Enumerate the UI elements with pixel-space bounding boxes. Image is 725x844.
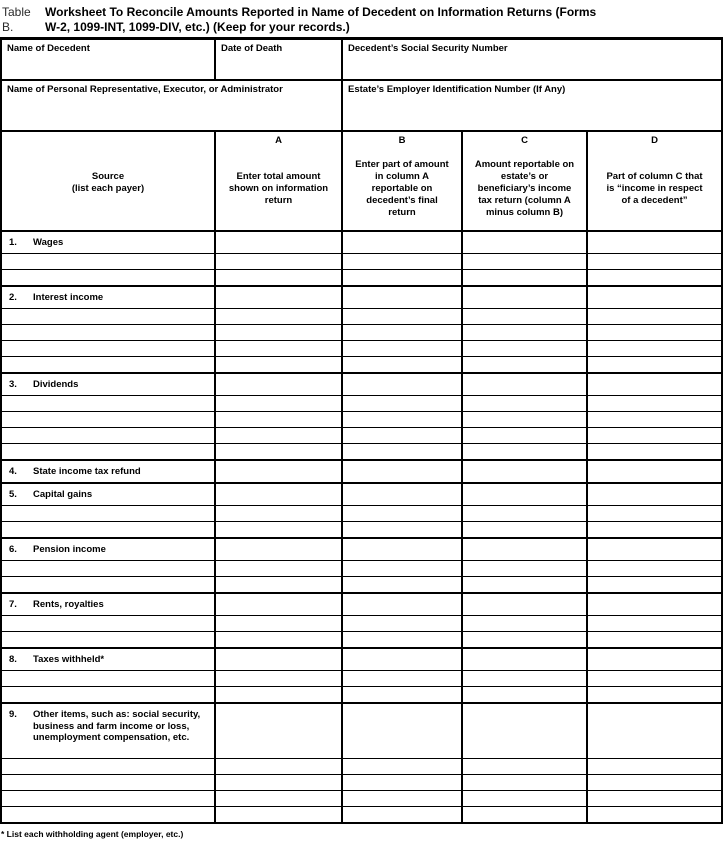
- payer-entry-cell[interactable]: [2, 687, 214, 702]
- amount-cell-col-D[interactable]: [586, 325, 721, 340]
- date-of-death-label: Date of Death: [221, 43, 283, 54]
- amount-cell-col-D[interactable]: [586, 687, 721, 702]
- row-number: 1.: [9, 236, 17, 248]
- row-label: Pension income: [33, 543, 106, 555]
- amount-cell-col-A[interactable]: [214, 671, 341, 686]
- table-body: [2, 230, 721, 822]
- row-9-label-row: [2, 702, 721, 758]
- amount-cell-col-D[interactable]: [586, 428, 721, 443]
- amount-cell-col-A[interactable]: [214, 461, 341, 482]
- amount-cell-col-A[interactable]: [214, 357, 341, 372]
- table-title-line1: Worksheet To Reconcile Amounts Reported in Name of Decedent on Information Returns (Forms: [45, 5, 597, 19]
- amount-cell-col-D[interactable]: [586, 309, 721, 324]
- row-4-label-row: [2, 459, 721, 482]
- amount-cell-col-C[interactable]: [461, 428, 586, 443]
- amount-cell-col-D[interactable]: [586, 461, 721, 482]
- table-title: [0, 0, 725, 35]
- date-of-death-field[interactable]: [214, 40, 341, 79]
- payer-entry-cell[interactable]: [2, 325, 214, 340]
- amount-cell-col-A[interactable]: [214, 270, 341, 285]
- amount-cell-col-D[interactable]: [586, 341, 721, 356]
- amount-cell-col-C[interactable]: [461, 412, 586, 427]
- amount-cell-col-B[interactable]: [341, 594, 461, 615]
- amount-cell-col-B[interactable]: [341, 791, 461, 806]
- amount-cell-col-D[interactable]: [586, 357, 721, 372]
- worksheet-table: [0, 37, 723, 824]
- row-2-label-row: [2, 285, 721, 308]
- row-6-label-row: [2, 537, 721, 560]
- amount-cell-col-A[interactable]: [214, 632, 341, 647]
- amount-cell-col-A[interactable]: [214, 759, 341, 774]
- row-1-entry-row: [2, 269, 721, 285]
- row-number: 5.: [9, 488, 17, 500]
- amount-cell-col-C[interactable]: [461, 357, 586, 372]
- amount-cell-col-A[interactable]: [214, 309, 341, 324]
- payer-entry-cell[interactable]: [2, 807, 214, 822]
- amount-cell-col-B[interactable]: [341, 759, 461, 774]
- amount-cell-col-D[interactable]: [586, 594, 721, 615]
- row-label: Capital gains: [33, 488, 93, 500]
- amount-cell-col-C[interactable]: [461, 506, 586, 521]
- amount-cell-col-A[interactable]: [214, 396, 341, 411]
- amount-cell-col-C[interactable]: [461, 325, 586, 340]
- row-3-entry-row: [2, 395, 721, 411]
- column-A-desc-wrap: [216, 147, 341, 230]
- payer-entry-cell[interactable]: [2, 270, 214, 285]
- amount-cell-col-C[interactable]: [461, 594, 586, 615]
- payer-entry-cell[interactable]: [2, 396, 214, 411]
- amount-cell-col-B[interactable]: [341, 632, 461, 647]
- amount-cell-col-A[interactable]: [214, 444, 341, 459]
- amount-cell-col-D[interactable]: [586, 807, 721, 822]
- amount-cell-col-B[interactable]: [341, 807, 461, 822]
- table-title-line2: W-2, 1099-INT, 1099-DIV, etc.) (Keep for your records.): [45, 20, 350, 34]
- amount-cell-col-A[interactable]: [214, 506, 341, 521]
- table-title-prefix: Table B.: [2, 5, 31, 34]
- payer-entry-cell[interactable]: [2, 577, 214, 592]
- row-1-entry-row: [2, 253, 721, 269]
- info-row-1: [2, 40, 721, 79]
- amount-cell-col-C[interactable]: [461, 484, 586, 505]
- decedent-ssn-field[interactable]: [341, 40, 721, 79]
- info-row-2: [2, 79, 721, 130]
- payer-entry-cell[interactable]: [2, 616, 214, 631]
- row-number: 3.: [9, 378, 17, 390]
- column-B-desc-wrap: [343, 147, 461, 230]
- amount-cell-col-B[interactable]: [341, 616, 461, 631]
- amount-cell-col-B[interactable]: [341, 428, 461, 443]
- column-C-description: Amount reportable on estate’s or beneficiary’s income tax return (column A minus column B): [474, 158, 575, 218]
- column-header-B: [341, 132, 461, 230]
- amount-cell-col-D[interactable]: [586, 484, 721, 505]
- amount-cell-col-D[interactable]: [586, 775, 721, 790]
- amount-cell-col-B[interactable]: [341, 539, 461, 560]
- amount-cell-col-B[interactable]: [341, 309, 461, 324]
- amount-cell-col-D[interactable]: [586, 561, 721, 576]
- row-number: 4.: [9, 465, 17, 477]
- row-5-label-row: [2, 482, 721, 505]
- amount-cell-col-B[interactable]: [341, 649, 461, 670]
- row-6-entry-row: [2, 560, 721, 576]
- row-7-entry-row: [2, 615, 721, 631]
- payer-entry-cell[interactable]: [2, 522, 214, 537]
- row-7-label-row: [2, 592, 721, 615]
- row-8-entry-row: [2, 686, 721, 702]
- amount-cell-col-C[interactable]: [461, 254, 586, 269]
- payer-entry-cell[interactable]: [2, 254, 214, 269]
- row-9-entry-row: [2, 774, 721, 790]
- column-header-source: [2, 132, 214, 230]
- payer-entry-cell[interactable]: [2, 561, 214, 576]
- column-header-D: [586, 132, 721, 230]
- amount-cell-col-C[interactable]: [461, 287, 586, 308]
- amount-cell-col-B[interactable]: [341, 270, 461, 285]
- source-label-cell: [2, 287, 214, 308]
- row-8-entry-row: [2, 670, 721, 686]
- amount-cell-col-C[interactable]: [461, 759, 586, 774]
- amount-cell-col-D[interactable]: [586, 649, 721, 670]
- amount-cell-col-D[interactable]: [586, 577, 721, 592]
- amount-cell-col-B[interactable]: [341, 232, 461, 253]
- source-header-line2: (list each payer): [71, 182, 145, 194]
- row-label: Wages: [33, 236, 64, 248]
- row-9-entry-row: [2, 790, 721, 806]
- column-header-C: [461, 132, 586, 230]
- amount-cell-col-B[interactable]: [341, 506, 461, 521]
- payer-entry-cell[interactable]: [2, 632, 214, 647]
- amount-cell-col-C[interactable]: [461, 775, 586, 790]
- row-number: 8.: [9, 653, 17, 665]
- source-label-cell: [2, 594, 214, 615]
- row-1-label-row: [2, 230, 721, 253]
- amount-cell-col-D[interactable]: [586, 287, 721, 308]
- amount-cell-col-D[interactable]: [586, 616, 721, 631]
- row-2-entry-row: [2, 308, 721, 324]
- amount-cell-col-B[interactable]: [341, 357, 461, 372]
- row-3-label-row: [2, 372, 721, 395]
- amount-cell-col-A[interactable]: [214, 577, 341, 592]
- amount-cell-col-B[interactable]: [341, 254, 461, 269]
- amount-cell-col-D[interactable]: [586, 759, 721, 774]
- amount-cell-col-C[interactable]: [461, 687, 586, 702]
- payer-entry-cell[interactable]: [2, 428, 214, 443]
- amount-cell-col-C[interactable]: [461, 791, 586, 806]
- footnote: * List each withholding agent (employer, etc.): [1, 829, 184, 839]
- row-2-entry-row: [2, 356, 721, 372]
- amount-cell-col-C[interactable]: [461, 807, 586, 822]
- amount-cell-col-D[interactable]: [586, 232, 721, 253]
- amount-cell-col-C[interactable]: [461, 461, 586, 482]
- amount-cell-col-A[interactable]: [214, 594, 341, 615]
- payer-entry-cell[interactable]: [2, 775, 214, 790]
- amount-cell-col-D[interactable]: [586, 539, 721, 560]
- row-3-entry-row: [2, 411, 721, 427]
- estate-ein-field[interactable]: [341, 81, 721, 130]
- amount-cell-col-A[interactable]: [214, 539, 341, 560]
- amount-cell-col-A[interactable]: [214, 522, 341, 537]
- amount-cell-col-B[interactable]: [341, 561, 461, 576]
- amount-cell-col-A[interactable]: [214, 616, 341, 631]
- estate-ein-label: Estate’s Employer Identification Number (If Any): [348, 84, 566, 95]
- amount-cell-col-D[interactable]: [586, 396, 721, 411]
- amount-cell-col-A[interactable]: [214, 791, 341, 806]
- personal-representative-label: Name of Personal Representative, Executor, or Administrator: [7, 84, 283, 95]
- personal-representative-field[interactable]: [2, 81, 341, 130]
- amount-cell-col-D[interactable]: [586, 522, 721, 537]
- amount-cell-col-C[interactable]: [461, 522, 586, 537]
- source-label-cell: [2, 704, 214, 758]
- amount-cell-col-D[interactable]: [586, 671, 721, 686]
- amount-cell-col-D[interactable]: [586, 444, 721, 459]
- amount-cell-col-A[interactable]: [214, 687, 341, 702]
- amount-cell-col-A[interactable]: [214, 374, 341, 395]
- source-header-line1: Source: [91, 170, 125, 182]
- row-label: Interest income: [33, 291, 104, 303]
- decedent-ssn-label: Decedent’s Social Security Number: [348, 43, 508, 54]
- row-3-entry-row: [2, 427, 721, 443]
- amount-cell-col-D[interactable]: [586, 412, 721, 427]
- source-label-cell: [2, 374, 214, 395]
- amount-cell-col-B[interactable]: [341, 444, 461, 459]
- amount-cell-col-C[interactable]: [461, 341, 586, 356]
- column-header-A: [214, 132, 341, 230]
- payer-entry-cell[interactable]: [2, 506, 214, 521]
- amount-cell-col-A[interactable]: [214, 649, 341, 670]
- row-5-entry-row: [2, 505, 721, 521]
- row-label: Other items, such as: social security, business and farm income or loss, unemployment compensation, etc.: [33, 709, 201, 743]
- amount-cell-col-D[interactable]: [586, 254, 721, 269]
- payer-entry-cell[interactable]: [2, 357, 214, 372]
- table-title-text: [45, 5, 596, 35]
- source-label-cell: [2, 649, 214, 670]
- amount-cell-col-C[interactable]: [461, 671, 586, 686]
- column-B-description: Enter part of amount in column A reportable on decedent’s final return: [355, 158, 449, 218]
- amount-cell-col-B[interactable]: [341, 775, 461, 790]
- name-of-decedent-field[interactable]: [2, 40, 214, 79]
- amount-cell-col-B[interactable]: [341, 522, 461, 537]
- amount-cell-col-C[interactable]: [461, 309, 586, 324]
- column-D-desc-wrap: [588, 147, 721, 230]
- source-label-cell: [2, 484, 214, 505]
- amount-cell-col-D[interactable]: [586, 374, 721, 395]
- amount-cell-col-C[interactable]: [461, 649, 586, 670]
- amount-cell-col-A[interactable]: [214, 341, 341, 356]
- amount-cell-col-C[interactable]: [461, 270, 586, 285]
- amount-cell-col-C[interactable]: [461, 396, 586, 411]
- row-label: State income tax refund: [33, 465, 141, 477]
- payer-entry-cell[interactable]: [2, 671, 214, 686]
- payer-entry-cell[interactable]: [2, 309, 214, 324]
- row-6-entry-row: [2, 576, 721, 592]
- amount-cell-col-C[interactable]: [461, 232, 586, 253]
- amount-cell-col-C[interactable]: [461, 632, 586, 647]
- column-B-letter: B: [398, 135, 406, 146]
- amount-cell-col-B[interactable]: [341, 671, 461, 686]
- source-label-cell: [2, 461, 214, 482]
- amount-cell-col-D[interactable]: [586, 270, 721, 285]
- row-number: 9.: [9, 709, 17, 720]
- amount-cell-col-B[interactable]: [341, 484, 461, 505]
- amount-cell-col-A[interactable]: [214, 704, 341, 758]
- amount-cell-col-D[interactable]: [586, 632, 721, 647]
- source-header-text: [72, 171, 144, 195]
- column-C-desc-wrap: [463, 147, 586, 230]
- amount-cell-col-B[interactable]: [341, 704, 461, 758]
- row-7-entry-row: [2, 631, 721, 647]
- amount-cell-col-B[interactable]: [341, 287, 461, 308]
- payer-entry-cell[interactable]: [2, 791, 214, 806]
- row-2-entry-row: [2, 340, 721, 356]
- row-label: Rents, royalties: [33, 598, 104, 610]
- amount-cell-col-A[interactable]: [214, 325, 341, 340]
- row-number: 2.: [9, 291, 17, 303]
- amount-cell-col-A[interactable]: [214, 254, 341, 269]
- amount-cell-col-B[interactable]: [341, 374, 461, 395]
- amount-cell-col-B[interactable]: [341, 341, 461, 356]
- amount-cell-col-B[interactable]: [341, 461, 461, 482]
- source-label-cell: [2, 232, 214, 253]
- amount-cell-col-B[interactable]: [341, 577, 461, 592]
- row-9-entry-row: [2, 758, 721, 774]
- source-label-cell: [2, 539, 214, 560]
- row-number: 6.: [9, 543, 17, 555]
- amount-cell-col-D[interactable]: [586, 704, 721, 758]
- row-3-entry-row: [2, 443, 721, 459]
- amount-cell-col-D[interactable]: [586, 791, 721, 806]
- amount-cell-col-C[interactable]: [461, 444, 586, 459]
- amount-cell-col-A[interactable]: [214, 775, 341, 790]
- payer-entry-cell[interactable]: [2, 444, 214, 459]
- row-label: Dividends: [33, 378, 79, 390]
- amount-cell-col-A[interactable]: [214, 412, 341, 427]
- amount-cell-col-C[interactable]: [461, 374, 586, 395]
- column-A-letter: A: [275, 135, 282, 146]
- row-9-entry-row: [2, 806, 721, 822]
- row-number: 7.: [9, 598, 17, 610]
- column-C-letter: C: [521, 135, 528, 146]
- amount-cell-col-C[interactable]: [461, 561, 586, 576]
- amount-cell-col-A[interactable]: [214, 807, 341, 822]
- row-2-entry-row: [2, 324, 721, 340]
- amount-cell-col-C[interactable]: [461, 704, 586, 758]
- amount-cell-col-A[interactable]: [214, 287, 341, 308]
- row-5-entry-row: [2, 521, 721, 537]
- amount-cell-col-C[interactable]: [461, 577, 586, 592]
- payer-entry-cell[interactable]: [2, 412, 214, 427]
- payer-entry-cell[interactable]: [2, 341, 214, 356]
- amount-cell-col-C[interactable]: [461, 539, 586, 560]
- column-D-description: Part of column C that is “income in respect of a decedent”: [606, 170, 703, 206]
- amount-cell-col-A[interactable]: [214, 232, 341, 253]
- row-8-label-row: [2, 647, 721, 670]
- amount-cell-col-B[interactable]: [341, 325, 461, 340]
- name-of-decedent-label: Name of Decedent: [7, 43, 90, 54]
- column-A-description: Enter total amount shown on information return: [228, 170, 329, 206]
- amount-cell-col-A[interactable]: [214, 428, 341, 443]
- amount-cell-col-B[interactable]: [341, 396, 461, 411]
- amount-cell-col-B[interactable]: [341, 412, 461, 427]
- amount-cell-col-A[interactable]: [214, 484, 341, 505]
- row-label: Taxes withheld*: [33, 653, 105, 665]
- amount-cell-col-D[interactable]: [586, 506, 721, 521]
- column-D-letter: D: [651, 135, 658, 146]
- amount-cell-col-B[interactable]: [341, 687, 461, 702]
- payer-entry-cell[interactable]: [2, 759, 214, 774]
- amount-cell-col-C[interactable]: [461, 616, 586, 631]
- column-header-row: [2, 130, 721, 230]
- amount-cell-col-A[interactable]: [214, 561, 341, 576]
